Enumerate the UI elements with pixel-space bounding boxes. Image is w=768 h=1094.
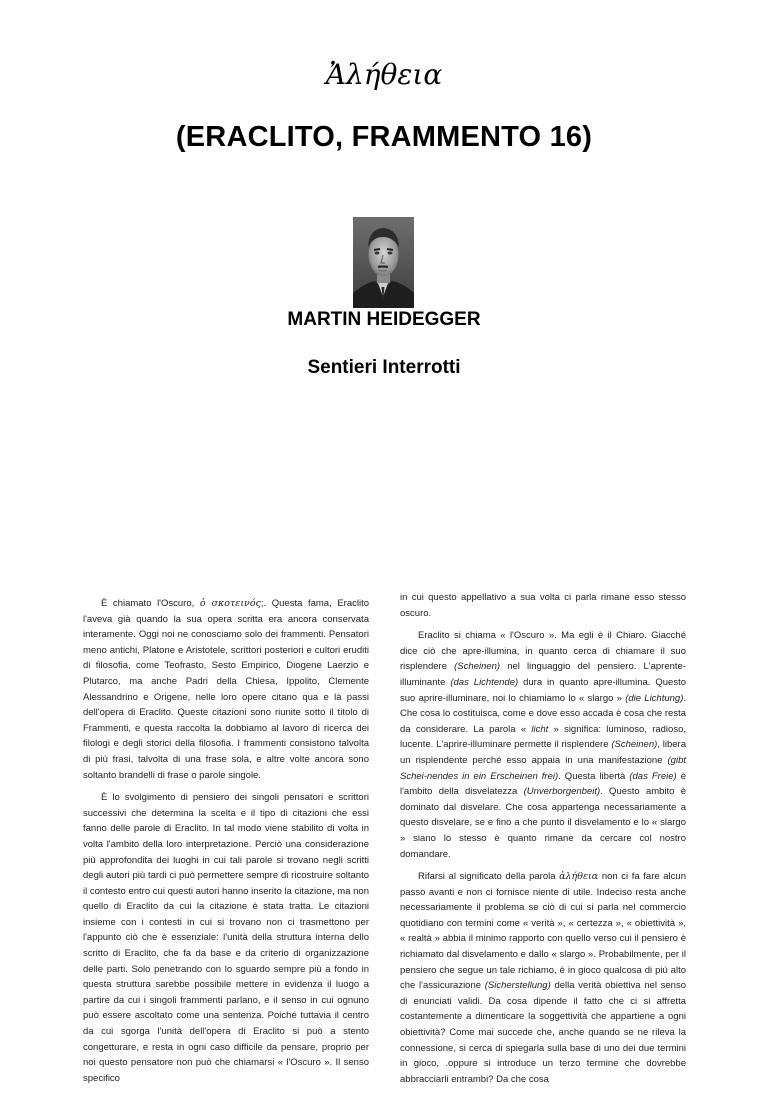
author-portrait [353,217,414,308]
left-column [83,596,369,1093]
paragraph: È chiamato l'Oscuro, ὁ σκοτεινός;. Questa fama, Eraclito l'aveva già quando la sua opera scritta era ancora conservata interamente. Oggi noi ne conosciamo solo dei frammenti. Pensatori meno antichi, Platone e Aristotele, scrittori posteriori e cultori eruditi di filosofia, come Teofrasto, Sesto Empirico, Diogene Laerzio e Plutarco, ma anche Padri della Chiesa, Ippolito, Clemente Alessandrino e Origene, nelle loro opere citano qua e là passi dell'opera di Eraclito. Queste citazioni sono riunite sotto il titolo di Frammenti, e questa raccolta la dobbiamo al lavoro di ricerca dei filologi e degli storici della filosofia. I frammenti consistono talvolta di più frasi, talvolta di una frase sola, e altre volte ancora sono soltanto brandelli di frase o parole singole. [83,598,369,781]
author-name: MARTIN HEIDEGGER [287,309,481,330]
book-title: Sentieri Interrotti [307,357,461,378]
right-column [400,590,686,1094]
paragraph: È lo svolgimento di pensiero dei singoli pensatori e scrittori successivi che determina la scelta e il tipo di citazioni che essi fanno delle parole di Eraclito. In tal modo viene stabilito di volta in volta l'ambito della loro interpretazione. Perciò una considerazione più approfondita dei luoghi in cui tali parole si trovano negli scritti degli autori più tardi ci può permettere sempre di ricostruire soltanto il contesto entro cui questi autori hanno inserito la citazione, ma non quello di Eraclito da cui la citazione è stata tratta. Le citazioni insieme con i contesti in cui si trovano non ci trasmettono per l'appunto ciò che è essenziale: l'unità della struttura interna dello scritto di Eraclito, che fa da base e da criterio di organizzazione delle parti. Solo penetrando con lo sguardo sempre più a fondo in questa struttura sarebbe possibile mettere in evidenza il luogo a partire da cui i singoli frammenti parlano, e il senso in cui ognuno può essere ascoltato come una sentenza. Poiché tuttavia il centro da cui sgorga l'unità dell'opera di Eraclito si può a stento congetturare, e resta in ogni caso difficile da pensare, proprio per noi questo pensatore non può che chiamarsi « l'Oscuro ». Il senso specifico [83,792,369,1084]
paragraph: Rifarsi al significato della parola ἀλήθεια non ci fa fare alcun passo avanti e non ci fornisce niente di utile. Indeciso resta anche necessariamente il problema se ciò di cui si parla nel commercio quotidiano con termini come « verità », « certezza », « obiettività », « realtà » abbia il minimo rapporto con quello verso cui il pensiero è richiamato dal disvelamento e dallo « slargo ». Probabilmente, per il pensiero che segue un tale richiamo, è in gioco qualcosa di più alto che l'assicurazione (Sicherstellung) della verità obiettiva nel senso di enunciati validi. Da cosa dipende il fatto che ci si affretta costantemente a dimenticare la soggettività che appartiene a ogni obiettività? Come mai succede che, anche quando se ne rileva la connessione, si cerca di spiegarla sulla base di uno dei due termini in gioco, .oppure si introduce un terzo termine che dovrebbe abbracciarli entrambi? Da che cosa [400,871,686,1085]
paragraph: in cui questo appellativo a sua volta ci parla rimane esso stesso oscuro. [400,592,686,619]
paragraph: Eraclito si chiama « l'Oscuro ». Ma egli è il Chiaro. Giacché dice ciò che apre-illumina, in quanto cerca di chiamare il suo risplendere (Scheinen) nel linguaggio del pensiero. L'aprente-illuminante (das Lichtende) dura in quanto apre-illumina. Questo suo aprire-illuminare, noi lo chiamiamo lo « slargo » (die Lichtung). Che cosa lo costituisca, come e dove esso accada è cosa che resta da considerare. La parola « licht » significa: luminoso, radioso, lucente. L'aprire-illuminare permette il risplendere (Scheinen), libera un risplendente perché esso appaia in una manifestazione (gibt Schei-nendes in ein Erscheinen frei). Questa libertà (das Freie) è l'ambito della disvelatezza (Unverborgenbeit). Questo ambito è dominato dal disvelare. Che cosa appartenga necessariamente a questo disvelare, se e fino a che punto il disvelamento e lo « slargo » siano lo stesso è quanto rimane da cercare col nostro domandare. [400,630,687,860]
page-title: (ERACLITO, FRAMMENTO 16) [175,121,593,153]
greek-title: Ἀλήθεια [325,58,443,91]
